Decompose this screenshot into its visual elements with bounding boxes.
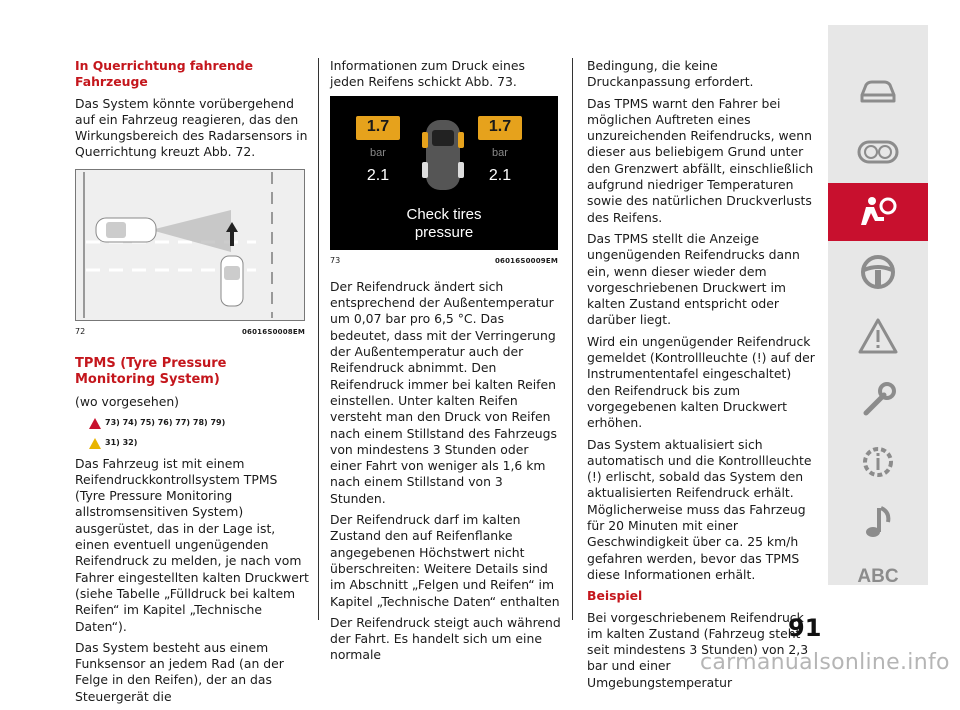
text-part: Das System aktualisiert sich automatisch und die Kontrollleuchte <box>587 436 812 468</box>
paragraph: Das System könnte vorübergehend auf ein Fahrzeug reagieren, das den Wirkungsbereich des Radarsensors in Querrichtung kreuzt Abb. 72. <box>75 95 308 160</box>
tpms-warning-light-icon: (!) <box>751 350 767 366</box>
steering-wheel-icon <box>858 252 898 292</box>
heading-cross-traffic: In Querrichtung fahrende Fahrzeuge <box>75 58 254 90</box>
paragraph: Der Reifendruck ändert sich entsprechend der Außentemperatur um 0,07 bar pro 6,5 °C. Das bedeutet, dass mit der Verringerung der Außentemperatur auch der Reifendruck abnimmt. Den Reifendruck immer bei kalten Reifen einstellen. Unter kalten Reifen versteht man den Druck von Reifen nach einem Stillstand des Fahrzeugs von mindestens 3 Stunden oder einer Fahrt von weniger als 1,6 km nach einem Stillstand von 3 Stunden. <box>330 278 557 506</box>
column-3 <box>587 58 817 696</box>
paragraph-system-update <box>587 437 817 584</box>
wrench-icon <box>858 379 898 419</box>
watermark: carmanualsonline.info <box>700 650 950 675</box>
gauges-icon <box>856 137 900 167</box>
text-part: erlischt, sobald das System den aktualisierten Reifendruck erhält. Möglicherweise muss das Fahrzeug für 20 Minuten mit einer Geschwindigkeit über ca. 25 km/h gefahren werden, bevor das TPMS diese Informationen erhält. <box>587 469 806 582</box>
sidebar-item-instruments[interactable] <box>828 123 928 181</box>
sidebar-item-index[interactable] <box>828 557 928 597</box>
text-part: Wird ein ungenügender Reifendruck gemeldet (Kontrollleuchte <box>587 333 811 366</box>
rear-right-pressure: 2.1 <box>488 166 512 184</box>
heading-example: Beispiel <box>587 588 643 604</box>
rear-left-pressure: 2.1 <box>366 166 390 184</box>
paragraph: Das TPMS stellt die Anzeige ungenügenden Reifendrucks dann ein, wenn dieser wieder dem vorgeschriebenen Druckwert im kalten Zustand entspricht oder darüber liegt. <box>587 230 800 328</box>
message-line-1: Check tires <box>406 205 482 223</box>
column-divider <box>318 58 319 620</box>
caution-triangle-icon <box>89 438 101 449</box>
figure-72-cross-traffic <box>75 169 305 321</box>
front-right-pressure: 1.7 <box>488 117 512 135</box>
paragraph: Der Reifendruck steigt auch während der Fahrt. Es handelt sich um eine normale <box>330 614 561 663</box>
page-number: 91 <box>788 614 822 642</box>
index-label: ABC <box>857 566 899 587</box>
figure-number: 73 <box>330 255 341 265</box>
figure-code: 06016S0009EM <box>494 256 558 265</box>
subtitle: (wo vorgesehen) <box>75 393 180 409</box>
figure-73-tpms-display <box>330 96 558 250</box>
column-2 <box>330 58 562 669</box>
paragraph: Bedingung, die keine Druckanpassung erfordert. <box>587 58 754 90</box>
heading-tpms: TPMS (Tyre Pressure Monitoring System) <box>75 356 227 388</box>
front-left-pressure: 1.7 <box>366 117 390 135</box>
warning-refs: 73) 74) 75) 76) 77) 78) 79) <box>105 417 226 427</box>
figure-72-caption <box>75 324 305 340</box>
paragraph: Das Fahrzeug ist mit einem Reifendruckkontrollsystem TPMS (Tyre Pressure Monitoring allstromsensitiven System) ausgerüstet, das in der Lage ist, einen eventuell ungenügenden Reifendruck zu melden, je nach vom Fahrer eingestellten kalten Druckwert (siehe Tabelle „Fülldruck bei kaltem Reifen“ im Kapitel „Technische Daten“). <box>75 455 309 634</box>
chapter-sidebar <box>828 25 928 585</box>
sidebar-item-driving[interactable] <box>828 243 928 301</box>
sidebar-item-vehicle[interactable] <box>828 63 928 121</box>
sidebar-item-safety[interactable] <box>828 183 928 241</box>
figure-code: 06016S0008EM <box>241 327 305 336</box>
paragraph: Informationen zum Druck eines jeden Reifens schickt Abb. 73. <box>330 58 525 90</box>
caution-refs: 31) 32) <box>105 438 138 448</box>
paragraph: Der Reifendruck darf im kalten Zustand den auf Reifenflanke angegebenen Höchstwert nicht überschreiten: Weitere Details sind im Abschnitt „Felgen und Reifen“ im Kapitel „Technische Daten“ enthalten <box>330 512 560 609</box>
figure-number: 72 <box>75 326 86 336</box>
paragraph: Das System besteht aus einem Funksensor an jedem Rad (an der Felge in den Reifen), der an das Steuergerät die <box>75 639 284 704</box>
text-part: auf der Instrumententafel eingeschaltet) den Reifendruck bis zum vorgegebenen kalten Druckwert erhöhen. <box>587 350 815 431</box>
warning-triangle-icon <box>89 418 101 429</box>
sidebar-item-maintenance[interactable] <box>828 370 928 428</box>
paragraph: Bei vorgeschriebenem Reifendruck im kalten Zustand (Fahrzeug steht seit mindestens 3 Stunden) von 2,3 bar und einer Umgebungstemperatur <box>587 609 809 690</box>
unit-label-left: bar <box>370 146 386 159</box>
sidebar-item-technical-data[interactable] <box>828 433 928 491</box>
settings-icon <box>858 442 898 482</box>
message-line-2: pressure <box>414 223 474 241</box>
paragraph: Das TPMS warnt den Fahrer bei möglichen Auftreten eines unzureichenden Reifendrucks, wenn dieser aus beliebigem Grund unter den Grenzwert abfällt, einschließlich aufgrund niedriger Temperaturen sowie des natürlichen Druckverlusts des Reifens. <box>587 95 814 225</box>
cross-traffic-illustration <box>76 170 304 320</box>
check-tires-message <box>330 206 558 242</box>
airbag-icon <box>856 193 900 231</box>
figure-73-caption <box>330 253 558 269</box>
column-1 <box>75 58 309 710</box>
unit-label-right: bar <box>492 146 508 159</box>
tpms-warning-light-icon: (!) <box>587 469 602 485</box>
column-divider <box>572 58 573 620</box>
sidebar-item-multimedia[interactable] <box>828 493 928 551</box>
car-icon <box>856 77 900 107</box>
sidebar-item-emergency[interactable] <box>828 307 928 365</box>
music-note-icon <box>858 502 898 542</box>
warning-triangle-icon <box>858 318 898 354</box>
warning-references <box>89 415 309 431</box>
caution-references <box>89 435 309 451</box>
paragraph-warning-light <box>587 334 817 432</box>
